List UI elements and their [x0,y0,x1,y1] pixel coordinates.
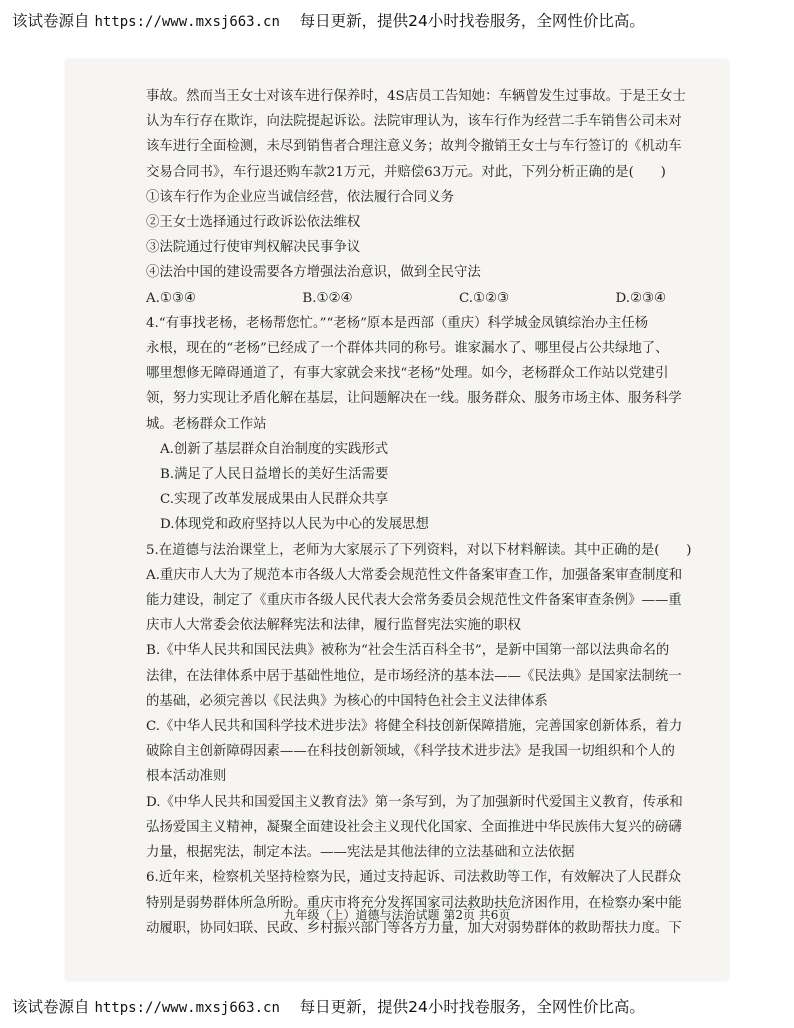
banner-prefix: 该试卷源自 [12,12,90,30]
exam-content [146,84,706,941]
q3-option-a: A.①③④ [146,290,196,306]
banner-prefix: 该试卷源自 [12,998,90,1016]
q3-statement: ②王女士选择通过行政诉讼依法维权 [146,215,361,231]
question-3-continuation [146,84,706,311]
q3-option-b: B.①②④ [302,290,353,306]
q4-option-d: D.体现党和政府坚持以人民为中心的发展思想 [160,517,429,533]
q3-option-d: D.②③④ [615,290,666,306]
q3-options [146,286,706,311]
q3-line: 交易合同书》，车行退还购车款21万元，并赔偿63万元。对此，下列分析正确的是( ) [146,164,666,180]
q5-line: 弘扬爱国主义精神，凝聚全面建设社会主义现代化国家、全面推进中华民族伟大复兴的磅礴 [146,819,682,835]
q5-line: 庆市人大常委会依法解释宪法和法律，履行监督宪法实施的职权 [146,618,521,634]
q3-line: 认为车行存在欺诈，向法院提起诉讼。法院审理认为，该车行作为经营二手车销售公司未对 [146,114,682,130]
q5-line: 根本活动准则 [146,769,227,785]
banner-url[interactable]: https://www.mxsj663.cn [94,14,280,30]
q3-statement: ①该车行作为企业应当诚信经营，依法履行合同义务 [146,189,454,205]
question-5 [146,538,706,866]
q5-line: 的基础，必须完善以《民法典》为核心的中国特色社会主义法律体系 [146,693,548,709]
q4-line: 4.“有事找老杨，老杨帮您忙。”“老杨”原本是西部（重庆）科学城金凤镇综治办主任杨 [146,315,649,331]
q4-line: 哪里想修无障碍通道了，有事大家就会来找“老杨”处理。如今，老杨群众工作站以党建引 [146,366,669,382]
q4-line: 领，努力实现让矛盾化解在基层，让问题解决在一线。服务群众、服务市场主体、服务科学 [146,391,682,407]
q5-line: 能力建设，制定了《重庆市各级人民代表大会常务委员会规范性文件备案审查条例》——重 [146,593,682,609]
page-footer: 九年级（上）道德与法治试题 第2页 共6页 [283,908,511,922]
q5-line: 法律，在法律体系中居于基础性地位，是市场经济的基本法——《民法典》是国家法制统一 [146,668,682,684]
q5-line: 破除自主创新障碍因素——在科技创新领域，《科学技术进步法》是我国一切组织和个人的 [146,744,675,760]
q5-line: A.重庆市人大为了规范本市各级人大常委会规范性文件备案审查工作，加强备案审查制度和 [146,567,683,583]
q5-line: 5.在道德与法治课堂上，老师为大家展示了下列资料，对以下材料解读。其中正确的是( ) [146,542,692,558]
q3-option-c: C.①②③ [458,290,509,306]
banner-suffix: 每日更新，提供24小时找卷服务，全网性价比高。 [299,12,645,30]
q4-line: 永根，现在的“老杨”已经成了一个群体共同的称号。谁家漏水了、哪里侵占公共绿地了、 [146,341,669,357]
question-4 [146,311,706,538]
q6-line: 6.近年来，检察机关坚持检察为民，通过支持起诉、司法救助等工作，有效解决了人民群众 [146,870,682,886]
q3-statement: ③法院通过行使审判权解决民事争议 [146,240,361,256]
q5-line: B.《中华人民共和国民法典》被称为“社会生活百科全书”，是新中国第一部以法典命名的 [146,643,670,659]
q6-line: 动履职，协同妇联、民政、乡村振兴部门等各方力量，加大对弱势群体的救助帮扶力度。下 [146,920,682,936]
q3-line: 事故。然而当王女士对该车进行保养时，4S店员工告知她：车辆曾发生过事故。于是王女士 [146,89,686,104]
top-source-banner [12,10,782,33]
q3-statement: ④法治中国的建设需要各方增强法治意识，做到全民守法 [146,265,481,281]
q4-line: 城。老杨群众工作站 [146,416,267,432]
q6-line: 特别是弱势群体所急所盼。重庆市将充分发挥国家司法救助扶危济困作用，在检察办案中能 [146,895,682,911]
q5-line: C.《中华人民共和国科学技术进步法》将健全科技创新保障措施，完善国家创新体系，着力 [146,719,683,735]
banner-url[interactable]: https://www.mxsj663.cn [94,1000,280,1016]
q5-line: D.《中华人民共和国爱国主义教育法》第一条写到，为了加强新时代爱国主义教育，传承和 [146,794,683,810]
bottom-source-banner [12,996,782,1019]
question-6 [146,865,706,941]
q3-line: 该车进行全面检测，未尽到销售者合理注意义务；故判令撤销王女士与车行签订的《机动车 [146,139,682,155]
q4-option-c: C.实现了改革发展成果由人民群众共享 [160,492,389,508]
q4-option-b: B.满足了人民日益增长的美好生活需要 [160,467,389,483]
q5-line: 力量，根据宪法，制定本法。——宪法是其他法律的立法基础和立法依据 [146,845,575,861]
q4-option-a: A.创新了基层群众自治制度的实践形式 [160,441,389,457]
banner-suffix: 每日更新，提供24小时找卷服务，全网性价比高。 [299,998,645,1016]
